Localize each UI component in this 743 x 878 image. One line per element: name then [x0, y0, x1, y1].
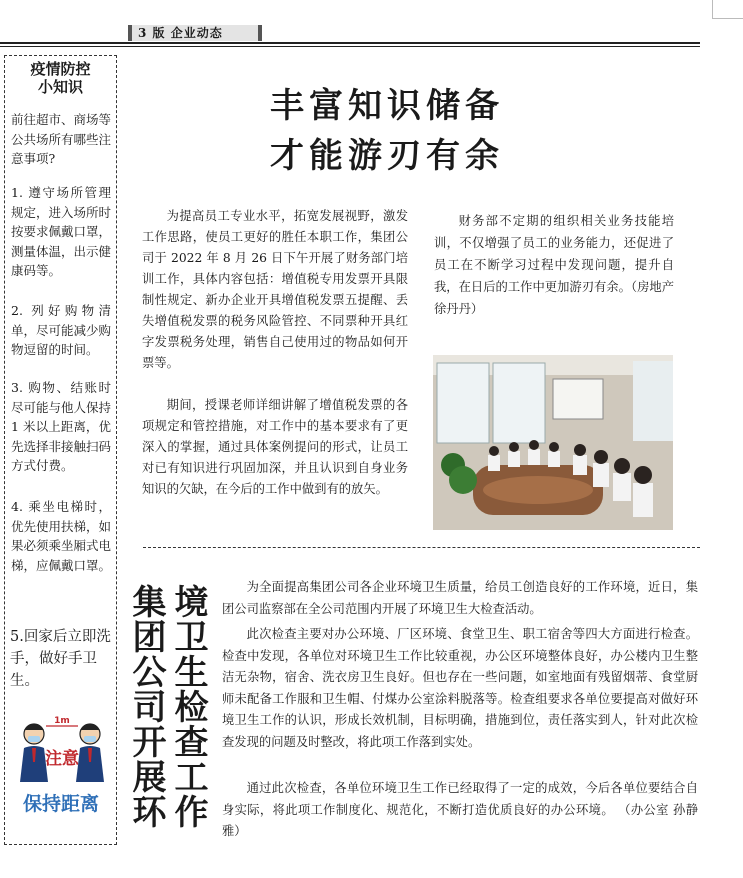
article2-vertical-title-col1	[170, 578, 208, 834]
training-meeting-photo	[433, 355, 673, 530]
article1-headline-line1: 丰富知识储备	[270, 86, 504, 126]
social-distance-poster	[14, 712, 109, 822]
article2-vertical-title-text-2: 集团公司开展环	[126, 583, 166, 829]
sidebar-tip-2: 2. 列好购物清单，尽可能减少购物逗留的时间。	[11, 303, 112, 357]
header-rule-thin	[0, 46, 700, 47]
article2-vertical-title-text-1: 境卫生检查工作	[168, 583, 208, 829]
sidebar-tip-4: 4. 乘坐电梯时，优先使用扶梯，如果必须乘坐厢式电梯，应佩戴口罩。	[11, 499, 112, 573]
sidebar-tip-1: 1. 遵守场所管理规定，进入场所时按要求佩戴口罩，测量体温，出示健康码等。	[11, 185, 112, 278]
header-rule	[0, 42, 700, 44]
social-distance-illustration	[14, 712, 109, 822]
training-photo-illustration	[433, 355, 673, 530]
article1-paragraph-1: 为提高员工专业水平，拓宽发展视野，激发工作思路，使员工更好的胜任本职工作，集团公司于 2022 年 8 月 26 日下午开展了财务部门培训工作，具体内容包括：增值税专用发票开具限制性规定、新办企业开具增值税发票五提醒、丢失增值税发票的税务风险管控、不同票种开具红字发票税务处理，销售自己使用过的物品如何开票等。	[142, 209, 408, 370]
article1-paragraph-2: 期间，授课老师详细讲解了增值税发票的各项规定和管控措施，对工作中的基本要求有了更深入的掌握，通过具体案例提问的形式，让员工对已有知识进行巩固加深，并且认识到自身业务知识的欠缺，在今后的工作中做到有的放矢。	[142, 398, 408, 496]
article2-vertical-title-col2	[128, 578, 166, 834]
sidebar-tip-3: 3. 购物、结账时尽可能与他人保持 1 米以上距离，优先选择非接触扫码方式付费。	[11, 380, 112, 473]
poster-slogan-text: 保持距离	[22, 793, 100, 815]
page-section-tag: 3 版 企业动态	[128, 25, 262, 41]
sidebar-title-line1: 疫情防控	[30, 60, 91, 78]
sidebar-title	[4, 60, 117, 96]
poster-caution-text: 注意	[45, 749, 79, 769]
poster-distance-label: 1m	[54, 716, 70, 726]
sidebar-question: 前往超市、商场等公共场所有哪些注意事项?	[11, 112, 112, 166]
article1-headline-line2: 才能游刃有余	[270, 136, 504, 176]
article2-paragraph-1: 为全面提高集团公司各企业环境卫生质量，给员工创造良好的工作环境，近日，集团公司监察部在全公司范围内开展了环境卫生大检查活动。	[222, 580, 698, 616]
sidebar-tip-5: 5.回家后立即洗手，做好手卫生。	[10, 629, 111, 689]
article1-paragraph-3: 财务部不定期的组织相关业务技能培训，不仅增强了员工的业务能力，还促进了员工在不断学习过程中发现问题，提升自我，在日后的工作中更加游刃有余。（房地产 徐丹丹）	[434, 214, 674, 316]
sidebar-title-line2: 小知识	[37, 78, 83, 96]
section-divider	[143, 547, 700, 548]
article2-paragraph-2: 此次检查主要对办公环境、厂区环境、食堂卫生、职工宿舍等四大方面进行检查。检查中发现，各单位对环境卫生工作比较重视，办公区环境整体良好，办公楼内卫生整洁无杂物，宿舍、洗衣房卫生良好。但也存在一些问题，如室地面有残留烟蒂、食堂厨师未配备工作服和卫生帽、付煤办公室涂料脱落等。检查组要求各单位要提高对做好环境卫生工作的认识，形成长效机制，目标明确，措施到位，责任落实到人，针对此次检查发现的问题及时整改，将此项工作落到实处。	[222, 627, 698, 749]
article2-paragraph-3: 通过此次检查，各单位环境卫生工作已经取得了一定的成效，今后各单位要结合自身实际，将此项工作制度化、规范化，不断打造优质良好的办公环境。 （办公室 孙静雅）	[222, 781, 698, 838]
page-corner-mark	[712, 0, 743, 19]
